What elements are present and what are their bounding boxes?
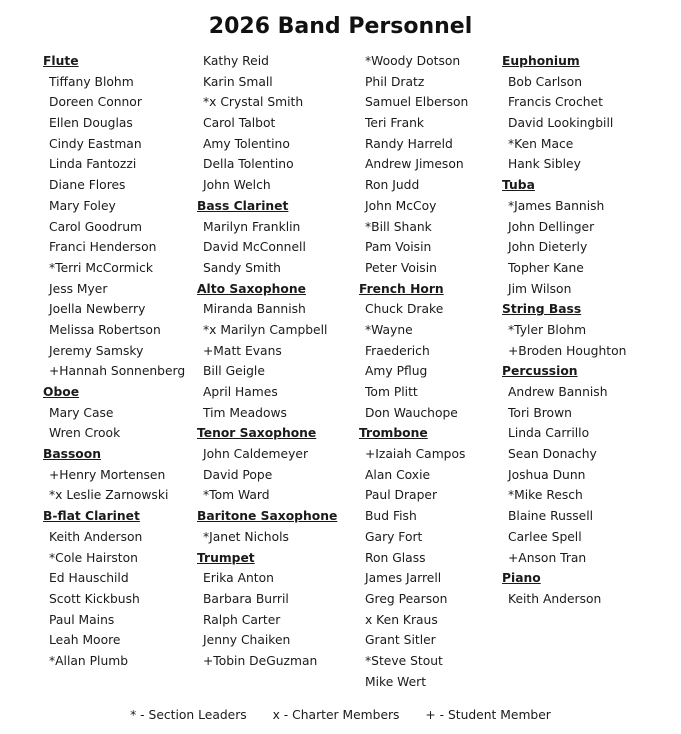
- member-name: Fraederich: [365, 343, 430, 358]
- member-name: Keith Anderson: [508, 591, 602, 606]
- member-name: Peter Voisin: [365, 260, 437, 275]
- member-name: Pam Voisin: [365, 240, 432, 255]
- section-heading: Baritone Saxophone: [197, 509, 338, 524]
- member-name: +Hannah Sonnenberg: [49, 364, 186, 379]
- section-heading: French Horn: [359, 281, 444, 296]
- member-name: Jenny Chaiken: [203, 633, 291, 648]
- member-name: *Wayne: [365, 322, 413, 337]
- column-1: [43, 51, 185, 672]
- member-name: Miranda Bannish: [203, 302, 306, 317]
- member-name: Ellen Douglas: [49, 116, 133, 131]
- member-name: Blaine Russell: [508, 509, 594, 524]
- member-name: Bud Fish: [365, 509, 417, 524]
- member-name: Sandy Smith: [203, 260, 281, 275]
- member-name: Linda Carrillo: [508, 426, 590, 441]
- member-name: John Caldemeyer: [203, 447, 308, 462]
- member-name: Amy Tolentino: [203, 136, 290, 151]
- member-name: *x Marilyn Campbell: [203, 322, 328, 337]
- member-name: Alan Coxie: [365, 467, 431, 482]
- member-name: Andrew Jimeson: [365, 157, 464, 172]
- member-name: Samuel Elberson: [365, 95, 469, 110]
- member-name: Bob Carlson: [508, 74, 582, 89]
- member-name: *Tom Ward: [203, 488, 270, 503]
- member-name: Joella Newberry: [49, 302, 146, 317]
- section-heading: Piano: [502, 571, 541, 586]
- member-name: Amy Pflug: [365, 364, 428, 379]
- member-name: *Woody Dotson: [365, 54, 461, 68]
- member-name: Paul Draper: [365, 488, 438, 503]
- member-name: *James Bannish: [508, 198, 605, 213]
- member-name: Mike Wert: [365, 674, 427, 689]
- column-4: [502, 51, 626, 610]
- member-name: *Mike Resch: [508, 488, 583, 503]
- member-name: *Allan Plumb: [49, 653, 129, 668]
- member-name: Gary Fort: [365, 529, 423, 544]
- legend: [0, 708, 681, 722]
- member-name: Jeremy Samsky: [49, 343, 144, 358]
- member-name: *Tyler Blohm: [508, 322, 587, 337]
- member-name: Topher Kane: [508, 260, 584, 275]
- section-heading: Oboe: [43, 385, 80, 399]
- member-name: +Izaiah Campos: [365, 447, 466, 462]
- member-name: Karin Small: [203, 74, 273, 89]
- member-name: Jim Wilson: [508, 281, 572, 296]
- member-name: +Broden Houghton: [508, 343, 627, 358]
- member-name: John Welch: [203, 178, 271, 193]
- column-2: [197, 51, 337, 672]
- member-name: Paul Mains: [49, 612, 115, 627]
- member-name: Melissa Robertson: [49, 322, 161, 337]
- member-name: +Matt Evans: [203, 343, 282, 358]
- section-heading: Alto Saxophone: [197, 281, 306, 296]
- member-name: David Pope: [203, 467, 273, 482]
- column-3: [359, 51, 468, 692]
- member-name: Tori Brown: [508, 405, 572, 420]
- member-name: Tim Meadows: [203, 405, 287, 420]
- member-name: Jess Myer: [49, 281, 108, 296]
- member-name: Barbara Burril: [203, 591, 289, 606]
- member-name: *x Crystal Smith: [203, 95, 304, 110]
- member-name: Scott Kickbush: [49, 591, 140, 606]
- member-name: x Ken Kraus: [365, 612, 438, 627]
- member-name: Wren Crook: [49, 426, 121, 441]
- section-heading: Flute: [43, 54, 79, 68]
- member-name: *Bill Shank: [365, 219, 432, 234]
- member-name: John McCoy: [365, 198, 437, 213]
- section-heading: Tuba: [502, 178, 535, 193]
- member-name: Marilyn Franklin: [203, 219, 301, 234]
- member-name: *Cole Hairston: [49, 550, 138, 565]
- member-name: Phil Dratz: [365, 74, 425, 89]
- section-heading: String Bass: [502, 302, 582, 317]
- member-name: Carlee Spell: [508, 529, 582, 544]
- member-name: *x Leslie Zarnowski: [49, 488, 169, 503]
- member-name: Carol Goodrum: [49, 219, 142, 234]
- section-heading: Tenor Saxophone: [197, 426, 317, 441]
- member-name: David McConnell: [203, 240, 306, 255]
- section-heading: Trumpet: [197, 550, 255, 565]
- member-name: Tom Plitt: [365, 385, 418, 399]
- member-name: Hank Sibley: [508, 157, 581, 172]
- member-name: Keith Anderson: [49, 529, 143, 544]
- member-name: *Terri McCormick: [49, 260, 153, 275]
- member-name: John Dieterly: [508, 240, 588, 255]
- member-name: Mary Foley: [49, 198, 116, 213]
- section-heading: Bass Clarinet: [197, 198, 289, 213]
- legend-charter-members: x - Charter Members: [272, 708, 400, 722]
- member-name: Doreen Connor: [49, 95, 142, 110]
- member-name: John Dellinger: [508, 219, 595, 234]
- member-name: +Tobin DeGuzman: [203, 653, 318, 668]
- member-name: Mary Case: [49, 405, 114, 420]
- member-name: Cindy Eastman: [49, 136, 142, 151]
- member-name: Sean Donachy: [508, 447, 597, 462]
- section-heading: B-flat Clarinet: [43, 509, 140, 524]
- member-name: Ralph Carter: [203, 612, 281, 627]
- member-name: Francis Crochet: [508, 95, 603, 110]
- member-name: *Ken Mace: [508, 136, 574, 151]
- member-name: Ed Hauschild: [49, 571, 129, 586]
- member-name: Greg Pearson: [365, 591, 448, 606]
- member-name: Diane Flores: [49, 178, 126, 193]
- legend-student-member: + - Student Member: [425, 708, 551, 722]
- member-name: Grant Sitler: [365, 633, 436, 648]
- member-name: Ron Glass: [365, 550, 426, 565]
- member-name: Teri Frank: [365, 116, 425, 131]
- member-name: Bill Geigle: [203, 364, 265, 379]
- member-name: James Jarrell: [365, 571, 442, 586]
- member-name: Leah Moore: [49, 633, 121, 648]
- member-name: Andrew Bannish: [508, 385, 608, 399]
- member-name: Joshua Dunn: [508, 467, 586, 482]
- legend-section-leaders: * - Section Leaders: [130, 708, 247, 722]
- member-name: Linda Fantozzi: [49, 157, 137, 172]
- section-heading: Trombone: [359, 426, 428, 441]
- member-name: *Steve Stout: [365, 653, 443, 668]
- member-name: David Lookingbill: [508, 116, 614, 131]
- member-name: Carol Talbot: [203, 116, 276, 131]
- member-name: *Janet Nichols: [203, 529, 289, 544]
- member-name: Ron Judd: [365, 178, 420, 193]
- member-name: Chuck Drake: [365, 302, 444, 317]
- member-name: +Henry Mortensen: [49, 467, 166, 482]
- member-name: April Hames: [203, 385, 278, 399]
- member-name: Tiffany Blohm: [49, 74, 134, 89]
- member-name: Kathy Reid: [203, 54, 269, 68]
- member-name: Erika Anton: [203, 571, 274, 586]
- member-name: Randy Harreld: [365, 136, 453, 151]
- section-heading: Percussion: [502, 364, 578, 379]
- section-heading: Euphonium: [502, 54, 580, 68]
- page-title: 2026 Band Personnel: [208, 14, 473, 39]
- member-name: Franci Henderson: [49, 240, 157, 255]
- section-heading: Bassoon: [43, 447, 101, 462]
- member-name: Della Tolentino: [203, 157, 294, 172]
- member-name: Don Wauchope: [365, 405, 458, 420]
- member-name: +Anson Tran: [508, 550, 587, 565]
